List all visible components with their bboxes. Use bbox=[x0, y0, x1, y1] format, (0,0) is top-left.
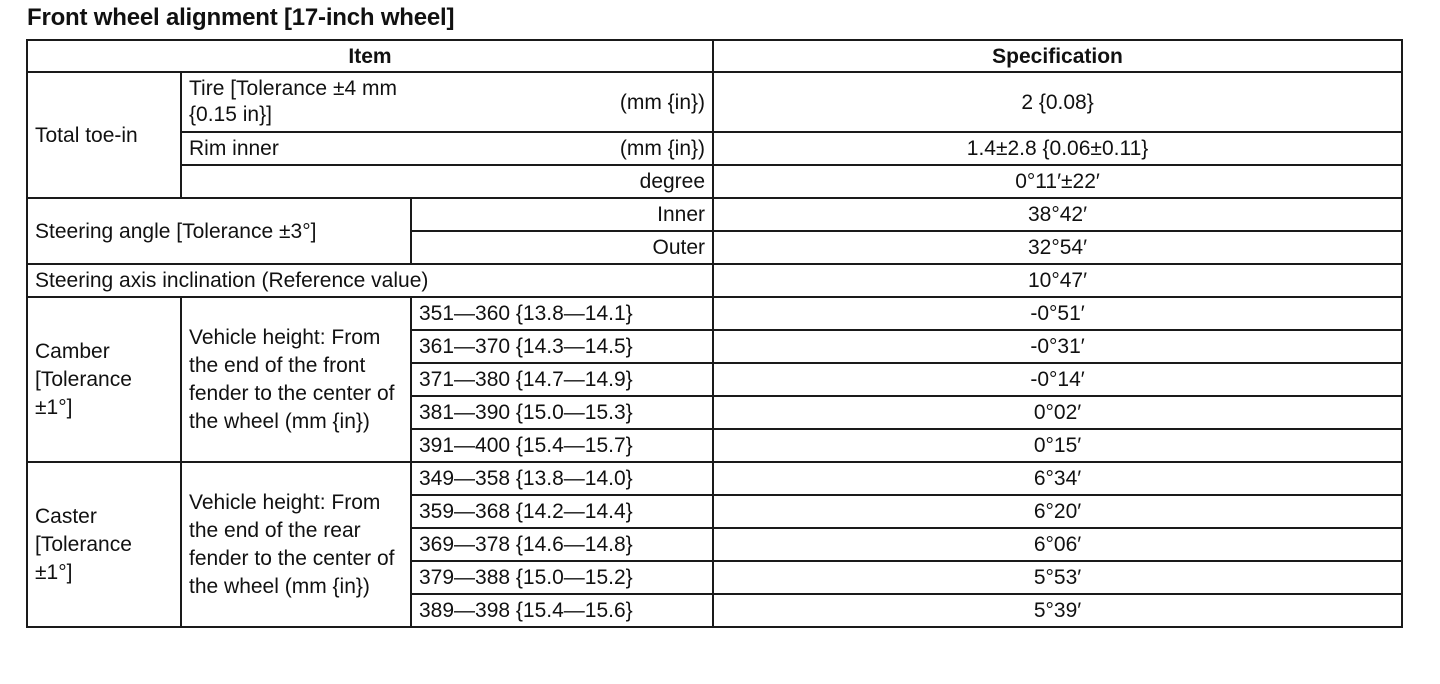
caster-value: 6°34′ bbox=[713, 462, 1402, 495]
table-row bbox=[27, 165, 1402, 198]
toe-in-tire-value: 2 {0.08} bbox=[713, 72, 1402, 132]
caster-value: 5°53′ bbox=[713, 561, 1402, 594]
caster-range: 379—388 {15.0—15.2} bbox=[411, 561, 713, 594]
steering-outer-label: Outer bbox=[411, 231, 713, 264]
camber-range: 361—370 {14.3—14.5} bbox=[411, 330, 713, 363]
toe-in-degree-value: 0°11′±22′ bbox=[713, 165, 1402, 198]
caster-range: 359—368 {14.2—14.4} bbox=[411, 495, 713, 528]
toe-in-rim-label: Rim inner bbox=[189, 137, 279, 160]
steering-outer-value: 32°54′ bbox=[713, 231, 1402, 264]
camber-range: 381—390 {15.0—15.3} bbox=[411, 396, 713, 429]
toe-in-degree-unit: degree bbox=[181, 165, 713, 198]
header-row bbox=[27, 40, 1402, 72]
toe-in-label: Total toe-in bbox=[27, 72, 181, 198]
axis-inclination-label: Steering axis inclination (Reference value) bbox=[27, 264, 713, 297]
table-row bbox=[27, 72, 1402, 132]
caster-value: 6°20′ bbox=[713, 495, 1402, 528]
table-row bbox=[27, 264, 1402, 297]
camber-value: 0°02′ bbox=[713, 396, 1402, 429]
table-row bbox=[27, 297, 1402, 330]
toe-in-rim-unit: (mm {in}) bbox=[619, 137, 706, 160]
caster-value: 5°39′ bbox=[713, 594, 1402, 627]
camber-range: 371—380 {14.7—14.9} bbox=[411, 363, 713, 396]
header-specification: Specification bbox=[713, 40, 1402, 72]
caster-range: 389—398 {15.4—15.6} bbox=[411, 594, 713, 627]
camber-range: 351—360 {13.8—14.1} bbox=[411, 297, 713, 330]
alignment-spec-table bbox=[26, 39, 1403, 628]
camber-condition: Vehicle height: From the end of the front fender to the center of the wheel (mm {in}) bbox=[181, 297, 411, 462]
caster-value: 6°06′ bbox=[713, 528, 1402, 561]
toe-in-rim-cell bbox=[181, 132, 713, 165]
camber-value: -0°51′ bbox=[713, 297, 1402, 330]
camber-value: 0°15′ bbox=[713, 429, 1402, 462]
axis-inclination-value: 10°47′ bbox=[713, 264, 1402, 297]
toe-in-tire-cell bbox=[181, 72, 713, 132]
camber-range: 391—400 {15.4—15.7} bbox=[411, 429, 713, 462]
steering-inner-value: 38°42′ bbox=[713, 198, 1402, 231]
table-row bbox=[27, 198, 1402, 231]
caster-label: Caster [Tolerance ±1°] bbox=[27, 462, 181, 627]
steering-inner-label: Inner bbox=[411, 198, 713, 231]
camber-label: Camber [Tolerance ±1°] bbox=[27, 297, 181, 462]
camber-value: -0°14′ bbox=[713, 363, 1402, 396]
caster-range: 349—358 {13.8—14.0} bbox=[411, 462, 713, 495]
toe-in-tire-label: Tire [Tolerance ±4 mm {0.15 in}] bbox=[189, 77, 397, 126]
toe-in-tire-unit: (mm {in}) bbox=[619, 90, 706, 114]
caster-condition: Vehicle height: From the end of the rear fender to the center of the wheel (mm {in}) bbox=[181, 462, 411, 627]
table-row bbox=[27, 132, 1402, 165]
steering-angle-label: Steering angle [Tolerance ±3°] bbox=[27, 198, 411, 264]
page-title: Front wheel alignment [17-inch wheel] bbox=[27, 4, 455, 31]
table-row bbox=[27, 462, 1402, 495]
toe-in-rim-value: 1.4±2.8 {0.06±0.11} bbox=[713, 132, 1402, 165]
caster-range: 369—378 {14.6—14.8} bbox=[411, 528, 713, 561]
camber-value: -0°31′ bbox=[713, 330, 1402, 363]
header-item: Item bbox=[27, 40, 713, 72]
